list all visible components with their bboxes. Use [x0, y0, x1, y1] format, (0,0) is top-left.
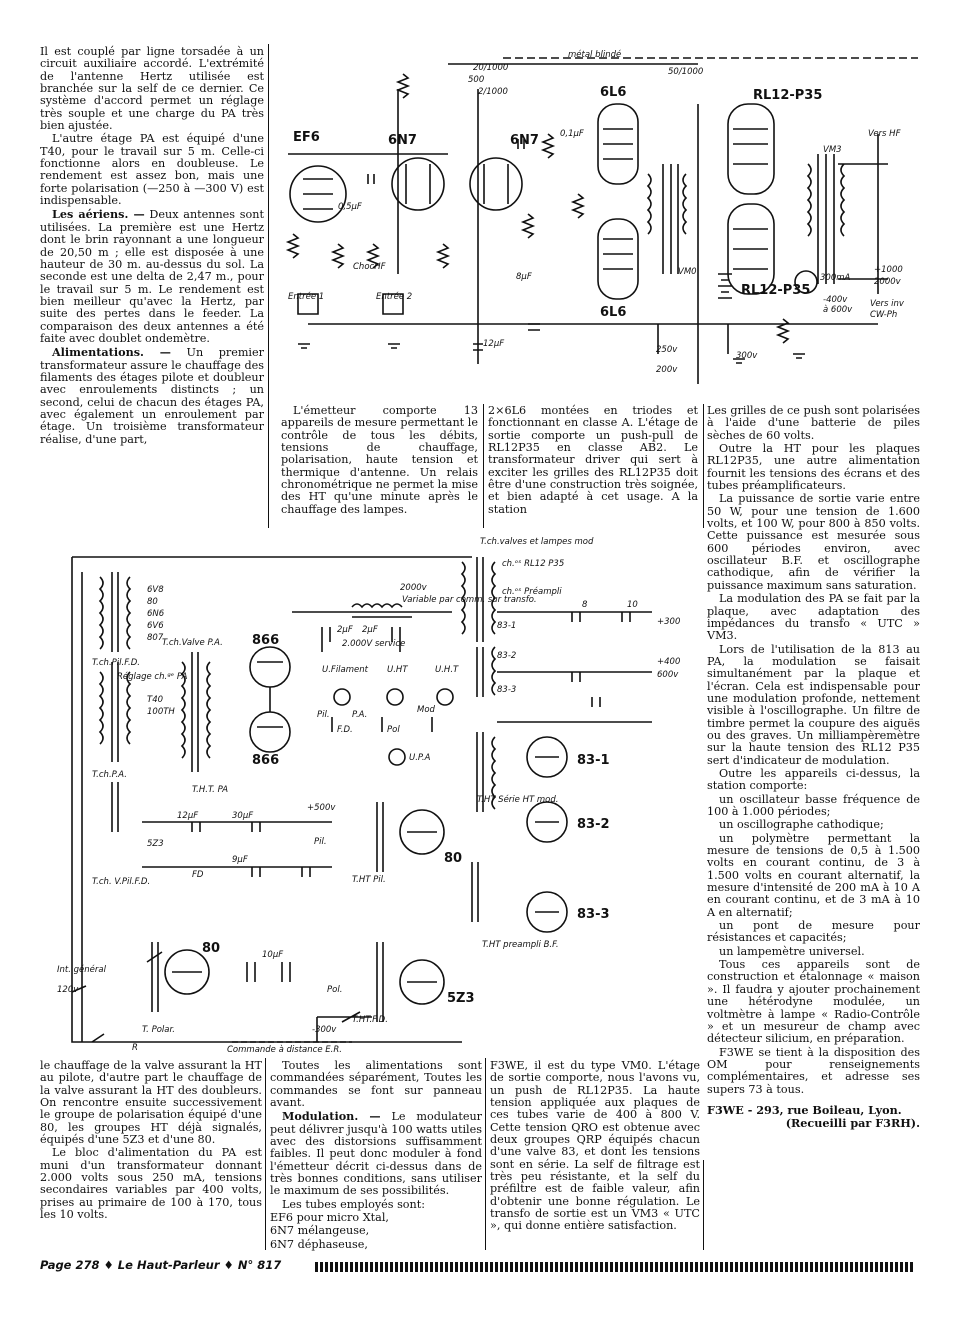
tube-label-83-2: 83-2: [577, 817, 610, 832]
schem2-label: 807: [147, 633, 164, 643]
schem2-label: 6N6: [147, 609, 165, 619]
schem2-label: 600v: [657, 670, 679, 680]
column-rule: [485, 1058, 486, 1250]
column-rule: [265, 1058, 266, 1250]
schem2-label: 5Z3: [147, 839, 164, 849]
schem2-label: 10µF: [262, 950, 284, 960]
tube-label-83-1: 83-1: [577, 753, 610, 768]
list-item: un lampemètre universel.: [719, 944, 865, 958]
column-1-top: [40, 46, 264, 447]
schem2-label: ch.ᵒˢ Préampli: [502, 587, 562, 597]
schem2-label: T.ch.P.A.: [92, 770, 127, 780]
list-item: 6N7 déphaseuse,: [270, 1237, 368, 1251]
schem1-label: Entrée 1: [288, 292, 325, 302]
modulator-schematic: [278, 44, 920, 402]
power-supply-schematic: [52, 532, 702, 1054]
schem2-label: T. Polar.: [142, 1025, 175, 1035]
schem2-label: Pol: [387, 725, 400, 735]
schem1-label: 50/1000: [668, 67, 704, 77]
schem2-label: 2000v: [400, 583, 427, 593]
column-2-bottom: [270, 1060, 482, 1252]
list-item: 6N7 mélangeuse,: [270, 1224, 370, 1238]
schem1-label: VM3: [823, 145, 842, 155]
schem2-label: R: [132, 1043, 138, 1053]
column-3-mid: [488, 405, 698, 517]
schem2-label: U.P.A: [409, 753, 431, 763]
tube-label-6n7-a: 6N7: [388, 133, 417, 148]
paragraph: F3WE se tient à la disposition des OM pour renseignements complémentaires, et adresse ses supers 73 à tous.: [707, 1045, 920, 1096]
schem1-label: CW-Ph: [870, 310, 898, 320]
schem1-label: +1000: [874, 265, 903, 275]
schem1-label: 2/1000: [478, 87, 508, 97]
schem1-label: 300mA: [820, 273, 851, 283]
schem1-label: 0,5µF: [338, 202, 362, 212]
list-item: EF6 pour micro Xtal,: [270, 1211, 389, 1225]
paragraph: Un premier transformateur assure le chauffage des filaments des étages pilote et doubleur avec enroulements distincts ; un second, celui de chacun des étages PA, avec également un enroulement par étage. Un troisième transformateur réalise, d'une part,: [40, 346, 264, 446]
schem2-label: 6V8: [147, 585, 164, 595]
tube-label-rl12-bottom: RL12-P35: [741, 283, 811, 298]
schem2-label: U.H.T: [435, 665, 459, 675]
tube-label-80-mid: 80: [444, 851, 463, 866]
tube-label-ef6: EF6: [293, 130, 320, 145]
list-item: un polymètre permettant la mesure de tensions de 0,5 à 1.500 volts en courant continu, de 3 à 1.500 volts en courant alternatif, la mesure d'intensité de 200 mA à 10 A en courant continu, et de 3 mA à 10 A en alternatif;: [707, 831, 920, 919]
schem2-label: T.H.T. PA: [192, 785, 229, 795]
schem2-label: 2µF: [362, 625, 378, 635]
signature-line: F3WE - 293, rue Boileau, Lyon.: [707, 1102, 902, 1117]
schem2-label: 83-1: [497, 621, 517, 631]
paragraph: Les grilles de ce push sont polarisées à l'aide d'une batterie de piles sèches de 60 volts.: [707, 404, 920, 442]
column-3-bottom: [490, 1060, 700, 1234]
schem2-label: U.Filament: [322, 665, 368, 675]
schem1-label: 300v: [736, 351, 758, 361]
schem2-label: +300: [657, 617, 681, 627]
schem1-label: Vers inv: [870, 299, 904, 309]
schem1-label: ChocHF: [353, 262, 386, 272]
schem2-label: T.HT preampli B.F.: [482, 940, 559, 950]
schem2-label: P.A.: [352, 710, 368, 720]
schem1-label: métal blindé: [568, 50, 622, 60]
schem1-label: à 600v: [823, 305, 853, 315]
footer-text: Page 278 ♦ Le Haut-Parleur ♦ N° 817: [40, 1258, 282, 1272]
schem2-label: -300v: [312, 1025, 337, 1035]
paragraph: Tous ces appareils sont de construction et étalonnage « maison ». Il faudra y ajouter prochainement une hétérodyne modulée, un voltmètre à lampe « Radio-Contrôle » et un mesureur de champ avec détecteur silicium, en préparation.: [707, 958, 920, 1046]
list-item: un oscillographe cathodique;: [719, 818, 884, 832]
paragraph: L'autre étage PA est équipé d'une T40, pour le travail sur 5 m. Celle-ci fonctionne alors en doubleuse. Le rendement est assez bon, mais une forte polarisation (—250 à —300 V) est indispensable.: [40, 132, 264, 208]
tube-label-80-bottom: 80: [202, 941, 221, 956]
schem2-label: T.ch. V.Pil.F.D.: [92, 877, 151, 887]
schem2-label: T.ch.Pil.F.D.: [92, 658, 140, 668]
paragraph: le chauffage de la valve assurant la HT au pilote, d'autre part le chauffage de la valve assurant la HT des doubleurs. On rencontre ensuite successivement le groupe de polarisation équipé d'une 80, les groupes HT déjà signalés, équipés d'une 5Z3 et d'une 80.: [40, 1059, 262, 1147]
tube-label-6l6-bottom: 6L6: [600, 305, 627, 320]
tube-label-rl12-top: RL12-P35: [753, 88, 823, 103]
schem1-label: Vers HF: [868, 129, 901, 139]
column-1-bottom: [40, 1060, 262, 1222]
schem2-label: Pil.: [314, 837, 327, 847]
schem2-label: 80: [147, 597, 158, 607]
column-rule: [268, 44, 269, 528]
schem2-label: Pil.: [317, 710, 330, 720]
schem2-label: 120v: [57, 985, 79, 995]
schem2-label: U.HT: [387, 665, 408, 675]
paragraph: F3WE, il est du type VM0. L'étage de sortie comporte, nous l'avons vu, un push de RL12P35. La haute tension appliquée aux plaques de ces tubes varie de 400 à 800 V. Cette tension QRO est obtenue avec deux groupes QRP équipés chacun d'une valve 83, et dont les tensions sont en série. La self de filtrage est très peu résistante, et la self du préfiltre est de faible valeur, afin d'obtenir une bonne régulation. Le transfo de sortie est un VM3 « UTC », qui donne entière satisfaction.: [490, 1059, 700, 1233]
tube-label-866-top: 866: [252, 633, 280, 648]
schem1-label: 12µF: [483, 339, 505, 349]
schem2-label: Réglage ch.ᵍᵉ PA: [117, 672, 188, 682]
schem2-label: T.ch.valves et lampes mod: [480, 537, 594, 547]
schem2-label: 8: [582, 600, 588, 610]
schem2-label: T40: [147, 695, 164, 705]
list-item: un oscillateur basse fréquence de 100 à 1.000 périodes;: [707, 792, 920, 818]
paragraph: Lors de l'utilisation de la 813 au PA, la modulation se faisait simultanément par la plaque et l'écran. Cela est indispensable pour une modulation profonde, nettement visible à l'oscillographe. Un filtre de timbre permet la coupure des aiguës ou des graves. Un milliampèremètre sur la haute tension des RL12 P35 sert d'indicateur de modulation.: [707, 642, 920, 767]
schem2-label: Mod: [417, 705, 435, 715]
schem2-label: F.D.: [337, 725, 353, 735]
schem2-label: 100TH: [147, 707, 175, 717]
column-4: [707, 405, 920, 1131]
schem1-label: 8µF: [516, 272, 532, 282]
page-footer: [40, 1258, 920, 1274]
schem2-label: 6V6: [147, 621, 164, 631]
schem2-label: 2µF: [337, 625, 353, 635]
schem2-label: Int. général: [57, 965, 106, 975]
section-heading-alimentations: Alimentations. —: [52, 345, 171, 360]
schem2-label: T.HT Série HT mod.: [477, 795, 559, 805]
schem1-label: 2000v: [874, 277, 901, 287]
paragraph: Toutes les alimentations sont commandées séparément, Toutes les commandes se font sur panneau avant.: [270, 1059, 482, 1110]
footer-ornament: [315, 1262, 915, 1272]
tube-label-6n7-b: 6N7: [510, 133, 539, 148]
schem2-label: 83-3: [497, 685, 517, 695]
tube-label-866-bottom: 866: [252, 753, 280, 768]
paragraph: Les tubes employés sont:: [282, 1197, 426, 1211]
schem2-label: ch.ᵒˢ RL12 P35: [502, 559, 565, 569]
signature-credit: (Recueilli par F3RH).: [785, 1116, 920, 1131]
paragraph: Deux antennes sont utilisées. La première est une Hertz dont le brin rayonnant a une longueur de 20,50 m ; elle est disposée à une hauteur de 30 m. au-dessus du sol. La seconde est une delta de 2,47 m., pour le travail sur 5 m. Le rendement est bien meilleur qu'avec la Hertz, par suite des pertes dans le feeder. La comparaison des deux antennes a été faite avec doublet ondemètre.: [40, 208, 264, 345]
tube-label-83-3: 83-3: [577, 907, 610, 922]
schem2-label: 9µF: [232, 855, 248, 865]
column-rule: [703, 404, 704, 528]
schem1-label: 500: [468, 75, 485, 85]
paragraph: L'émetteur comporte 13 appareils de mesure permettant le contrôle de tous les débits, tensions de chauffage, polarisation, haute tension et thermique d'antenne. Un relais chronométrique ne permet la mise des HT qu'une minute après le chauffage des lampes.: [281, 404, 478, 516]
column-rule: [483, 404, 484, 528]
schem2-label: 2.000V service: [342, 639, 406, 649]
paragraph: La modulation des PA se fait par la plaque, avec adaptation des impédances du transfo « UTC » VM3.: [707, 592, 920, 643]
paragraph: Le modulateur peut délivrer jusqu'à 100 watts utiles avec des distorsions suffisamment faibles. Il peut donc moduler à fond l'émetteur décrit ci-dessus dans de très bonnes conditions, sans utiliser le maximum de ses possibilités.: [270, 1110, 483, 1198]
schem2-label: 30µF: [232, 811, 254, 821]
schem2-label: +500v: [307, 803, 336, 813]
schem2-label: 10: [627, 600, 638, 610]
tube-label-6l6-top: 6L6: [600, 85, 627, 100]
schem2-label: 83-2: [497, 651, 517, 661]
paragraph: 2×6L6 montées en triodes et fonctionnant en classe A. L'étage de sortie comporte un push-pull de RL12P35 en classe AB2. Le transformateur driver qui sert à exciter les grilles des RL12P35 doit être d'une construction très soignée, et bien adapté à cet usage. A la station: [488, 404, 698, 516]
schem1-label: 20/1000: [473, 63, 509, 73]
paragraph: Outre la HT pour les plaques RL12P35, une autre alimentation fournit les tensions des écrans et des tubes préamplificateurs.: [707, 442, 920, 493]
schem1-label: 0,1µF: [560, 129, 584, 139]
schem2-label: Variable par comm. sur transfo.: [402, 595, 537, 605]
schem1-label: VM0: [678, 267, 697, 277]
schem2-label: FD: [192, 870, 204, 880]
column-rule: [703, 1160, 704, 1250]
paragraph: Outre les appareils ci-dessus, la station comporte:: [707, 766, 920, 793]
paragraph: Le bloc d'alimentation du PA est muni d'un transformateur donnant 2.000 volts sous 250 mA, tensions secondaires variables par 400 volts, prises au primaire de 100 à 170, tous les 10 volts.: [40, 1146, 262, 1222]
section-heading-modulation: Modulation. —: [282, 1109, 381, 1124]
schem2-label: T.HT Pil.: [352, 875, 386, 885]
schem1-label: 200v: [656, 365, 678, 375]
paragraph: La puissance de sortie varie entre 50 W, pour une tension de 1.600 volts, et 100 W, pour 800 à 850 volts. Cette puissance est mesurée sous 600 périodes environ, avec oscillateur B.F. et oscillographe cathodique, afin de vérifier la puissance maximum sans saturation.: [707, 492, 920, 592]
schem2-label: +400: [657, 657, 681, 667]
schem1-label: -400v: [823, 295, 848, 305]
schem1-label: 250v: [656, 345, 678, 355]
schem2-label: 12µF: [177, 811, 199, 821]
column-2-mid: [281, 405, 478, 517]
schem1-label: Entrée 2: [376, 292, 413, 302]
section-heading-aeriens: Les aériens. —: [52, 207, 145, 222]
schem2-label: Pol.: [327, 985, 343, 995]
schem2-label: T.ch.Valve P.A.: [162, 638, 223, 648]
schem2-label: Commande à distance E.R.: [227, 1045, 342, 1054]
tube-label-5z3: 5Z3: [447, 991, 475, 1006]
list-item: un pont de mesure pour résistances et capacités;: [707, 919, 920, 945]
paragraph: Il est couplé par ligne torsadée à un circuit auxiliaire accordé. L'extrémité de l'antenne Hertz utilisée est branchée sur la self de ce dernier. Ce système d'accord permet un réglage très souple et une charge du PA très bien ajustée.: [40, 45, 264, 133]
schem2-label: T.HT.F.D.: [352, 1015, 388, 1025]
